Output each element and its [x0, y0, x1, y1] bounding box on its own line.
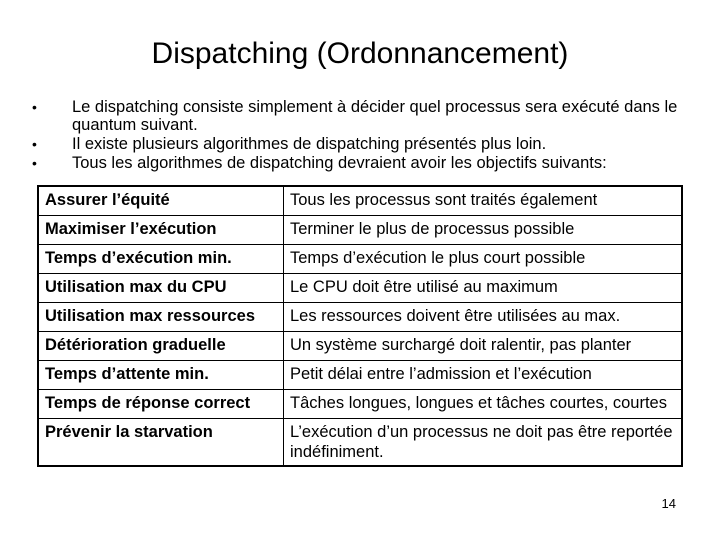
bullet-item: [30, 135, 690, 153]
table-row: [38, 244, 682, 273]
table-row: [38, 215, 682, 244]
description-cell: Terminer le plus de processus possible: [284, 215, 683, 244]
bullet-dot-icon: •: [32, 136, 37, 152]
description-cell: Tous les processus sont traités également: [284, 186, 683, 215]
bullet-text: Tous les algorithmes de dispatching devraient avoir les objectifs suivants:: [72, 154, 607, 172]
description-cell: Temps d’exécution le plus court possible: [284, 244, 683, 273]
table-row: [38, 360, 682, 389]
criterion-cell: Détérioration graduelle: [38, 331, 284, 360]
criterion-cell: Utilisation max ressources: [38, 302, 284, 331]
bullet-dot-icon: •: [32, 99, 37, 115]
bullet-dot-icon: •: [32, 155, 37, 171]
table-row: [38, 273, 682, 302]
criterion-cell: Assurer l’équité: [38, 186, 284, 215]
description-cell: Petit délai entre l’admission et l’exécution: [284, 360, 683, 389]
criterion-cell: Utilisation max du CPU: [38, 273, 284, 302]
criterion-cell: Temps de réponse correct: [38, 389, 284, 418]
objectives-table: [37, 185, 683, 467]
table-row: [38, 389, 682, 418]
slide-title: Dispatching (Ordonnancement): [151, 37, 569, 70]
criterion-cell: Maximiser l’exécution: [38, 215, 284, 244]
bullet-text: Il existe plusieurs algorithmes de dispatching présentés plus loin.: [72, 135, 547, 153]
criterion-cell: Temps d’attente min.: [38, 360, 284, 389]
description-cell: Un système surchargé doit ralentir, pas planter: [284, 331, 683, 360]
description-cell: L’exécution d’un processus ne doit pas être reportée indéfiniment.: [284, 418, 683, 466]
description-cell: Les ressources doivent être utilisées au max.: [284, 302, 683, 331]
description-cell: Le CPU doit être utilisé au maximum: [284, 273, 683, 302]
table-row: [38, 302, 682, 331]
bullet-item: [30, 98, 690, 134]
description-cell: Tâches longues, longues et tâches courtes, courtes: [284, 389, 683, 418]
bullet-item: [30, 154, 690, 172]
page-number: 14: [661, 496, 676, 511]
table-row: [38, 186, 682, 215]
table-row: [38, 418, 682, 466]
criterion-cell: Temps d’exécution min.: [38, 244, 284, 273]
criterion-cell: Prévenir la starvation: [38, 418, 284, 466]
bullet-text: Le dispatching consiste simplement à décider quel processus sera exécuté dans le quantum suivant.: [72, 98, 678, 134]
table-row: [38, 331, 682, 360]
bullet-list: [30, 98, 690, 173]
